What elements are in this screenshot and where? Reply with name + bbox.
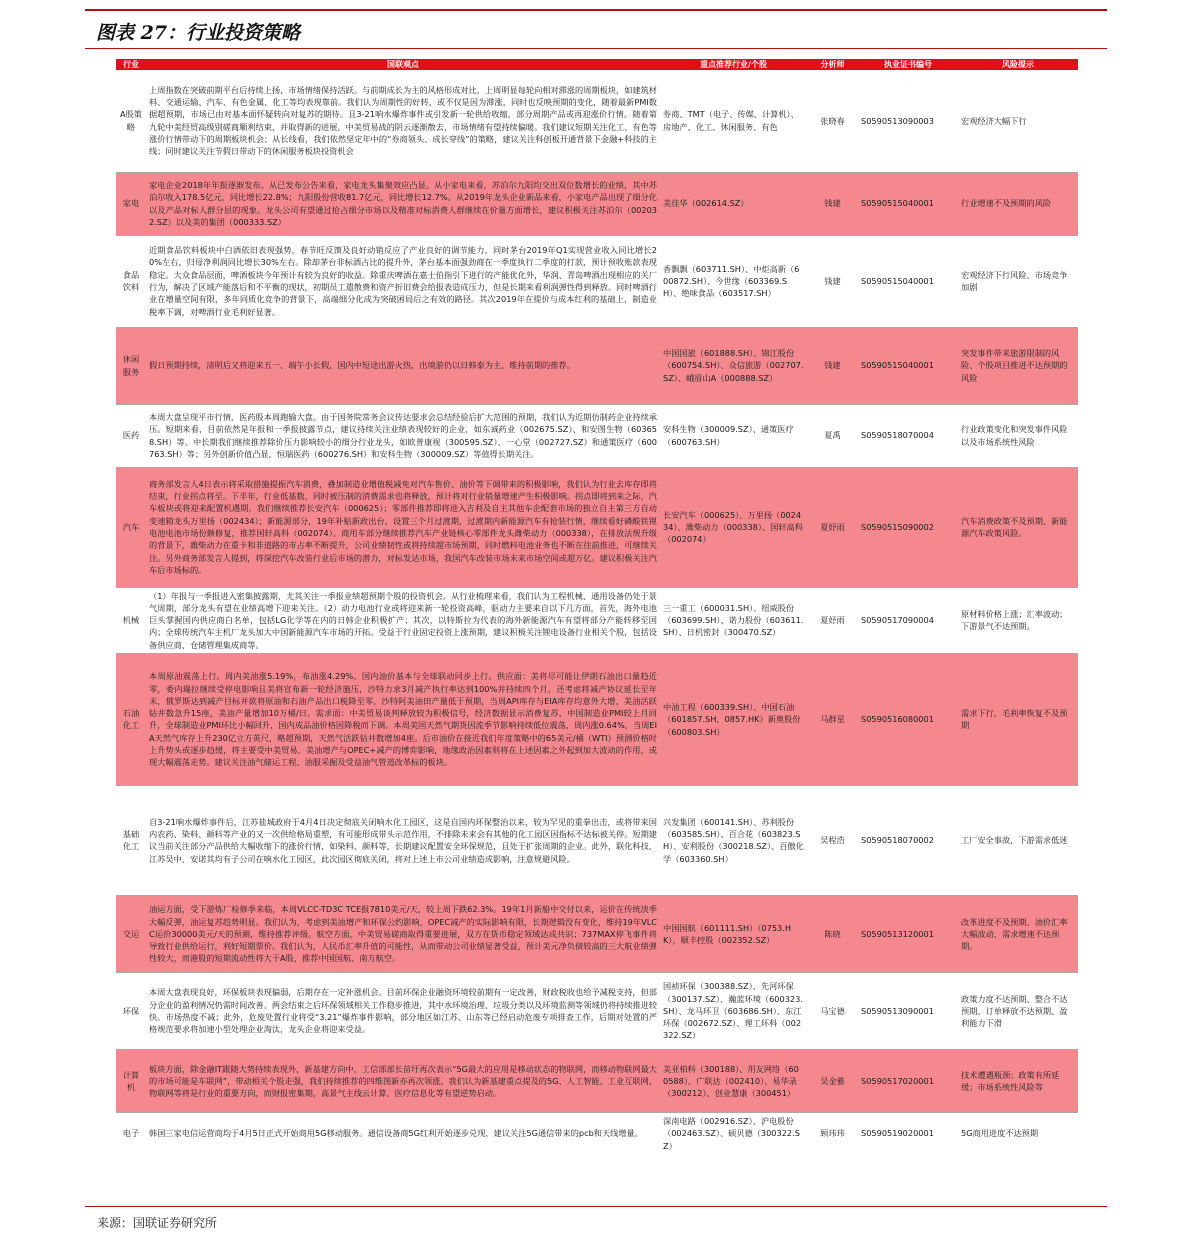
picks-cell: 中油工程（600339.SH）、中国石油（601857.SH，0857.HK）新奥股份（600803.SH） — [660, 653, 807, 785]
viewpoint-cell: （1）年报与一季报进入密集披露期，尤其关注一季报业绩超预期个股的投资机会。从行业梳理来看，我们认为工程机械、通用设备仍处于景气周期，部分龙头有望在业绩高增下迎来关注。（2）动力电池行业或将迎来新一轮投资高峰，驱动力主要来自以下几方面，首先，海外电池巨头掌握国内供应商白名单，包括LG化学等在内的日韩企业积极扩产；其次，以特斯拉为代表的海外新能源汽车有望将部分产能转移至国内；全球传统汽车主机厂龙头加大中国新能源汽车市场的开拓。受益于行业固定投资上涨预期，建议积极关注锂电设备行业相关个股，包括设备供应商、仓储管理集成商等。 — [146, 587, 660, 653]
table-row — [116, 1112, 1078, 1153]
picks-cell: 美佳华（002614.SZ） — [660, 172, 807, 235]
industry-cell: 交运 — [116, 895, 146, 972]
risk-cell: 行业增速不及预期的风险 — [958, 172, 1078, 235]
license-cell: S0590515040001 — [858, 235, 958, 327]
risk-cell: 汽车消费政策不及预期、新能源汽车政策风险。 — [958, 467, 1078, 587]
viewpoint-cell: 本周大盘呈现平市行情，医药股本周跑输大盘。由于国务院常务会议传达要求会总结经验后扩大范围的预期，我们认为近期仿制药企业持续承压。短期来看，目前依然是年报和一季报披露节点，建议持续关注业绩表现较好的企业，如东诚药业（002675.SZ）、和安图生物（603658.SH）等。中长期我们继续推荐除价压力影响较小的细分行业龙头，如欧普康视（300595.SZ）、一心堂（002727.SZ）和通策医疗（600763.SH）等；另外创新价值凸显，恒瑞医药（600276.SH）和安科生物（300009.SZ）等值得长期关注。 — [146, 404, 660, 467]
industry-cell: A股策略 — [116, 70, 146, 172]
risk-cell: 行业政策变化和突发事件风险以及市场系统性风险 — [958, 404, 1078, 467]
picks-cell: 长安汽车（000625）、万里扬（002434）、潍柴动力（000338）、国轩高科（002074） — [660, 467, 807, 587]
table-row — [116, 172, 1078, 235]
picks-cell: 兴发集团（600141.SH）、苏利股份（603585.SH）、百合花（603823.SH）、安利股份（300218.SZ）、百傲化学（603360.SH） — [660, 785, 807, 895]
risk-cell: 宏观经济下行风险、市场竞争加剧 — [958, 235, 1078, 327]
analyst-cell: 钱建 — [807, 235, 858, 327]
picks-cell: 中国国航（601111.SH）（0753.HK），顺丰控股（002352.SZ） — [660, 895, 807, 972]
industry-cell: 电子 — [122, 1128, 140, 1139]
license-cell: S0590516080001 — [858, 653, 958, 785]
picks-cell: 三一重工（600031.SH）、纽威股份（603699.SH）、诺力股份（603611.SH）、日机密封（300470.SZ） — [660, 587, 807, 653]
analyst-cell: 夏禹 — [807, 404, 858, 467]
industry-cell: 基础化工 — [116, 785, 146, 895]
industry-cell: 家电 — [116, 172, 146, 235]
header-license: 执业证书编号 — [858, 59, 958, 70]
license-cell: S0590517090004 — [858, 587, 958, 653]
analyst-cell: 马群星 — [807, 653, 858, 785]
viewpoint-cell: 油运方面，受下游炼厂检修季来临，本周VLCC-TD3C TCE报7810美元/天，较上周下跌62.3%。19年1月新船中交付以来，运价在传统淡季大幅反弹，油运复苏趋势明显。我们认为，考虑到美油增产和环保公约影响，OPEC减产的实际影响有限，长期逻辑没有变化，维持19年VLCC运价30000美元/天的预测，维持推荐评级。航空方面，中美贸易磋商取得重要进展，双方在货币稳定领域达成共识；737MAX停飞事件将导致行业供给运行，利好短期票价。我们认为，人民币汇率升值的可能性，从而带动公司业绩显著受益，预计美元净负债较高的三大航业绩弹性较大，而港股的短期流动性将大于A股，推荐中国国航、南方航空。 — [146, 895, 660, 972]
header-risk: 风险提示 — [958, 59, 1078, 70]
analyst-cell: 钱建 — [807, 327, 858, 404]
analyst-cell: 顾玮玮 — [820, 1128, 845, 1139]
table-row — [116, 972, 1078, 1049]
industry-cell: 食品饮料 — [116, 235, 146, 327]
industry-cell: 环保 — [116, 972, 146, 1049]
viewpoint-cell: 自3-21响水爆炸事件后，江苏盐城政府于4月4日决定彻底关闭响水化工园区，这是自国内环保整治以来，较为罕见的重拳出击，或将带来国内农药、染料、颜料等产业的又一次供给格局重塑，有可能形成带头示范作用，不排除未来会有其他的化工园区因指标不达标被关停。短期建议当前关注部分产品供给大幅收缩下的涨价行情，如染料、颜料等，长期建议配置安全环保规范，且处于扩张周期的企业。此外，联化科技、江苏吴中、安诺其均有子公司在响水化工园区，此次园区彻底关闭，将对上述上市公司业绩造成影响，注意规避风险。 — [146, 785, 660, 895]
picks-cell: 香飘飘（603711.SH）、中炬高新（600872.SH）、今世缘（603369.SH）、绝味食品（603517.SH） — [660, 235, 807, 327]
picks-cell: 安科生物（300009.SZ）、通策医疗（600763.SH） — [660, 404, 807, 467]
analyst-cell: 钱建 — [807, 172, 858, 235]
license-cell: S0590513090001 — [858, 972, 958, 1049]
viewpoint-cell: 商务部发言人4日表示将采取措施提振汽车消费，叠加制造业增值税减免对汽车售价、油价等下调带来的积极影响，我们认为行业去库存即将结束，行业拐点将至。下半年，行业低基数，同时被压制的消费需求也将释放，预计将对行业销量增速产生积极影响。拐点即将到来之际，汽车板块或将迎来配置机遇期，我们继续推荐长安汽车（000625）；零部件推荐即将进入吉利及自主其他车企配套市场的独立自主第三方自动变速箱龙头万里扬（002434）；新能源部分，19年补贴新政出台，设置三个月过渡期，过渡期内新能源汽车有抢装行情，继续看好磷酸铁锂电池电池市场份额修复，推荐国轩高科（002074）。商用车部分继续推荐汽车产业链核心零部件龙头潍柴动力（000338），在排放法规升级的背景下，潍柴动力在重卡和非道路的市占率不断提升，公司业绩韧性或将持续超市场预期，同时燃料电池业务也不断在往前推进，可继续关注。另外商务部发言人提到，将深挖汽车改装行业后市场的潜力，对标发达市场，我国汽车改装市场未来市场空间或超万亿。建议积极关注汽车后市场标的。 — [146, 467, 660, 587]
table-row — [116, 785, 1078, 895]
viewpoint-cell: 近期食品饮料板块中白酒依旧表现强势，春节旺反馈及良好动销反应了产业良好的调节能力，同时茅台2019年Q1实现营业收入同比增长20%左右，归母净利润同比增长30%左右。除却茅台非标酒占比的提升外，茅台基本面强劲商在一季度执行二季度的打款，预计预收账款表现稳定。大众食品层面，啤酒板块今年预计有较为良好的收益。除重庆啤酒在嘉士伯指引下进行的产能优化外，华润、青岛啤酒出现相应的关厂行为，解决了区域产能落后和不平衡的现状，初期员工遣散费和资产折旧费会给报表造成压力，但是长期来看利润弹性得到释放。同时啤酒行业在增量空间有限，多年同质化竞争的背景下，高端细分化成为突破困局后之有效的路径。其次2019年在提价与成本红利的基础上，制造业税率下调，对啤酒行业毛利好显著。 — [146, 235, 660, 327]
table-row — [116, 895, 1078, 972]
viewpoint-cell: 韩国三家电信运营商均于4月5日正式开始商用5G移动服务。通信设备商5G红利开始逐步兑现，建议关注5G通信带来的pcb和天线增量。 — [149, 1128, 643, 1139]
license-cell: S0590515040001 — [858, 172, 958, 235]
risk-cell: 5G商用进度不达预期 — [961, 1128, 1039, 1139]
viewpoint-cell: 假日预期持续，清明后又将迎来五一、端午小长假，国内中短途出游火热，出境游仍以日韩泰为主，维持前期的推荐。 — [146, 327, 660, 404]
risk-cell: 工厂安全事故，下游需求低迷 — [958, 785, 1078, 895]
table-row — [116, 404, 1078, 467]
license-cell: S0590519020001 — [861, 1128, 934, 1139]
license-cell: S0590513090003 — [858, 70, 958, 172]
analyst-cell: 吴金雅 — [807, 1049, 858, 1112]
industry-cell: 机械 — [116, 587, 146, 653]
table-row — [116, 235, 1078, 327]
analyst-cell: 马宝德 — [807, 972, 858, 1049]
table-row — [116, 1049, 1078, 1112]
viewpoint-cell: 本周大盘表现良好，环保板块表现偏弱，后期存在一定补涨机会。目前环保企业融资环境较前期有一定改善，财政税收也给予减税支持，但部分企业的盈利情况仍需时间改善。两会结束之后环保领域相关工作稳步推进，其中水环境治理、垃圾分类以及环境监测等领域仍将持续推进较快。市场热度不减；此外，危废处置行业将受“3.21”爆炸事件影响，部分地区如江苏、山东等已经启动危废专项排查工作，后期对处置的严格规范要求将加速小型处理企业淘汰，龙头企业将迎来受益。 — [146, 972, 660, 1049]
industry-cell: 石油化工 — [116, 653, 146, 785]
header-analyst: 分析师 — [807, 59, 858, 70]
title-rule — [85, 48, 1107, 49]
risk-cell: 改革进度不及预期、油价汇率大幅波动、需求增速不达预期。 — [958, 895, 1078, 972]
analyst-cell: 吴程浩 — [807, 785, 858, 895]
viewpoint-cell: 本周原油震荡上行。周内美油涨5.19%，布油涨4.29%。国内油价基本与全球联动同步上行。供应面：美将尽可能让伊朗石油出口量趋近零，委内瑞拉继续受停电影响且美将宣布新一轮经济施压，沙特力求3月减产执行率达到100%并持续四个月，还考虑将减产协议延长至年末，俄罗斯达到减产目标并欲将原油和石油产品出口税降至零，沙特阿美油田产量低于预期，当周API库存与EIA库存均意外大增，美油活跃钻井数急升15座，美油产量增加10万桶/日。需求面：中美贸易谈判释放较为积极信号，经济数据显示消费复苏，中国制造业PMI较上月回升，全球制造业PMI环比小幅回升，国内成品油价格因降税而下调。本周美国天然气期货因流季节影响持续低位震荡，周内涨0.64%，当周EIA天然气库存上升230亿立方英尺，略超预期，天然气活跃钻井数增加4座。后市油价在接近我们年度策略中的65美元/桶（WTI）预测价格时上升势头或逐步趋缓，将主要受中美贸易、美油增产与OPEC+减产的博弈影响，地缘政治因素则将在上述因素之外起到加大波动的作用，或现大幅震荡走势。建议关注油气储运工程、油服采掘及受益油气管道改革标的板块。 — [146, 653, 660, 785]
license-cell: S0590518070002 — [858, 785, 958, 895]
risk-cell: 宏观经济大幅下行 — [958, 70, 1078, 172]
bottom-rule — [85, 1206, 1107, 1207]
analyst-cell: 陈晓 — [807, 895, 858, 972]
picks-cell: 深南电路（002916.SZ）、沪电股份（002463.SZ）、硕贝德（300322.SZ） — [663, 1115, 800, 1151]
picks-cell: 美亚柏科（300188）、用友网络（600588）、广联达（002410）、易华录（300212）、创业慧康（300451） — [660, 1049, 807, 1112]
table-row — [116, 467, 1078, 587]
license-cell: S0590517020001 — [858, 1049, 958, 1112]
license-cell: S0590515040001 — [858, 327, 958, 404]
analyst-cell: 夏妤雨 — [807, 467, 858, 587]
picks-cell: 券商、TMT（电子、传媒、计算机）、房地产、化工、休闲服务、有色 — [660, 70, 807, 172]
license-cell: S0590515090002 — [858, 467, 958, 587]
license-cell: S0590518070004 — [858, 404, 958, 467]
risk-cell: 突发事件带来旅游限制的风险、个股项目推进不达预期的风险 — [958, 327, 1078, 404]
table-header-row — [116, 59, 1078, 70]
table-row — [116, 327, 1078, 404]
risk-cell: 原材料价格上涨；汇率波动；下游景气不达预期。 — [958, 587, 1078, 653]
industry-cell: 休闲服务 — [116, 327, 146, 404]
analyst-cell: 张晓春 — [807, 70, 858, 172]
picks-cell: 国祯环保（300388.SZ）、先河环保（300137.SZ）、瀚蓝环境（600323.SH）、龙马环卫（603686.SH）、东江环保（002672.SZ）、理工环科（002322.SZ） — [660, 972, 807, 1049]
industry-cell: 医药 — [116, 404, 146, 467]
picks-cell: 中国国旅（601888.SH）、锦江股份（600754.SH）、众信旅游（002707.SZ）、峨眉山A（000888.SZ） — [660, 327, 807, 404]
industry-cell: 计算机 — [116, 1049, 146, 1112]
risk-cell: 需求下行，毛利率恢复不及预期 — [958, 653, 1078, 785]
header-industry: 行业 — [116, 59, 146, 70]
viewpoint-cell: 上周指数在突破前期平台后持续上扬，市场情绪保持活跃。与前期成长为主的风格形成对比，上周明显每轮向相对滞涨的周期板块，如建筑材料、交通运输、汽车、有色金属、化工等均表现靠前。我们认为周期性的好转，或不仅是因为滞涨，同时也反映预期的变化，随着最新PMI数据超预期，市场已由对基本面怀疑转向对复苏的期待。且3-21响水爆炸事件或引发新一轮供给收缩，部分周期产品或再迎涨价行情。随着第九轮中美经贸高级别磋商顺利结束，并取得新的进展，中美贸易战的阴云逐渐散去，市场情绪有望持续偏暖。我们建议短期关注化工、有色等涨价行情带动下的周期板块机会；从长线看，我们依然坚定年中的“券商领头、成长穿线”的策略，建议关注科创板开通背景下金融+科技的主线；同时建议关注节假日带动下的休闲服务板块投资机会 — [146, 70, 660, 172]
figure-title: 图表 27：行业投资策略 — [96, 22, 301, 44]
viewpoint-cell: 家电企业2018年年报逐渐发布。从已发布公告来看，家电龙头集聚效应凸显。从小家电来看，苏泊尔九阳均交出双位数增长的业绩，其中苏泊尔收入178.5亿元，同比增长22.8%；九阳股份营收81.7亿元，同比增长12.7%。从2019年龙头企业新品来看，小家电产品出现了细分化以及产品对标人群分层的现象。龙头公司有望通过抢占细分市场以及精准对标消费人群继续在价量方面增长，建议积极关注苏泊尔（002032.SZ）以及美的集团（000333.SZ） — [146, 172, 660, 235]
header-picks: 重点推荐行业/个股 — [660, 59, 807, 70]
table-row — [116, 70, 1078, 172]
top-rule — [85, 9, 1107, 11]
table-row — [116, 653, 1078, 785]
license-cell: S0590513120001 — [858, 895, 958, 972]
analyst-cell: 夏妤雨 — [807, 587, 858, 653]
table-row — [116, 587, 1078, 653]
industry-strategy-table — [116, 59, 1078, 1154]
source-note: 来源：国联证券研究所 — [97, 1216, 218, 1230]
industry-cell: 汽车 — [116, 467, 146, 587]
risk-cell: 技术遭遇瓶颈；政策有所延缓；市场系统性风险等 — [958, 1049, 1078, 1112]
table-body — [116, 70, 1078, 1154]
risk-cell: 政策力度不达预期、整合不达预期、订单释放不达预期、盈利能力下滑 — [958, 972, 1078, 1049]
viewpoint-cell: 板块方面，除金融IT跟随大势持续表现外，新基建方向中，工信部部长苗圩再次表示“5G最大的应用是移动状态的物联网，而移动物联网最大的市场可能是车联网”，带动相关个股走强，我们持续推荐的四维图新亦再次领涨。我们认为新基建重点提及的5G、人工智能、工业互联网、物联网等将是行业的重要方向，而财报密集期，高景气主线云计算、医疗信息化等有望逆势启动。 — [146, 1049, 660, 1112]
header-view: 国联观点 — [146, 59, 660, 70]
